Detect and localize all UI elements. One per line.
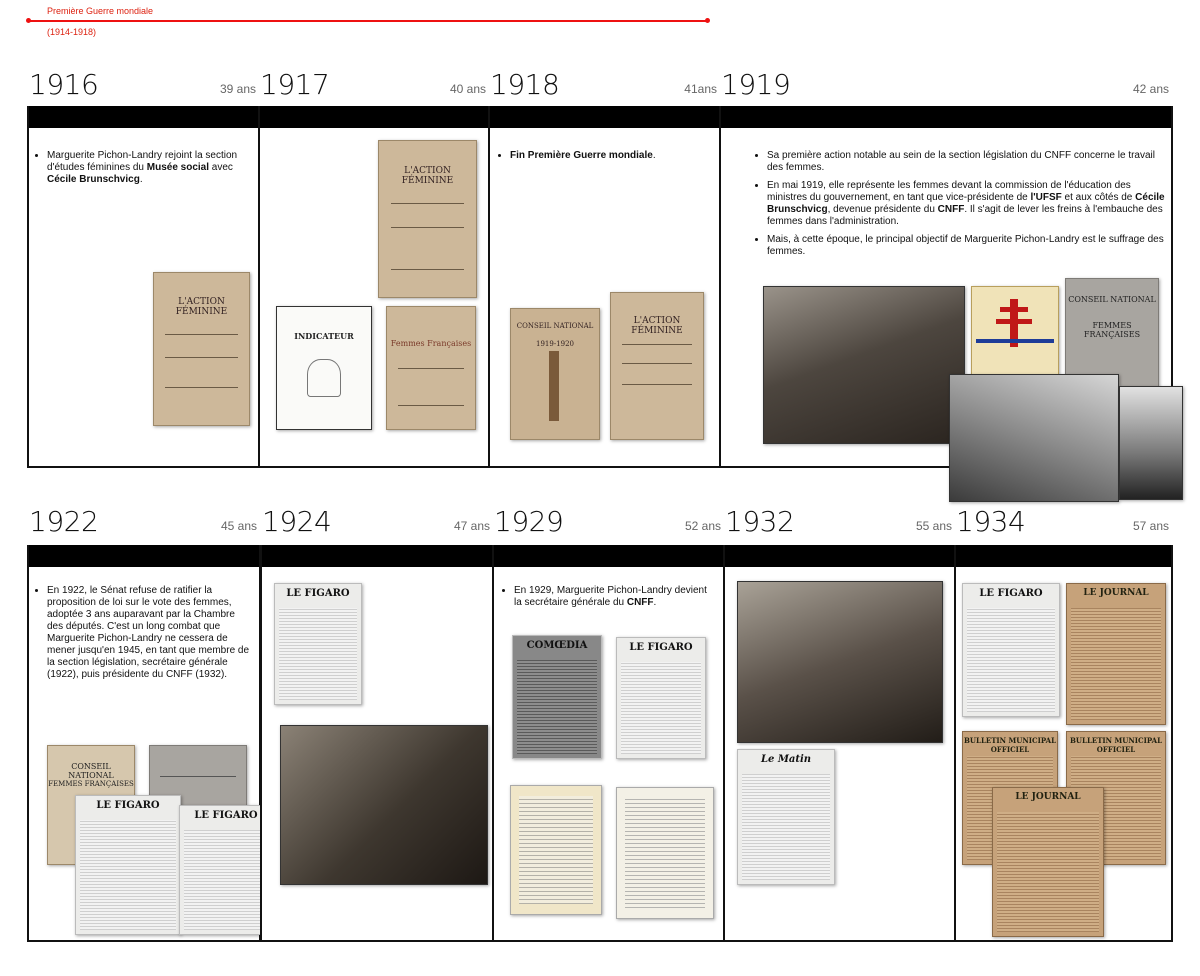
typed-document-1929-a <box>510 785 602 915</box>
year-1932: 1932 <box>725 505 795 538</box>
war-timeline-line <box>28 20 708 22</box>
masthead: COMŒDIA <box>526 640 588 651</box>
indicateur-cover <box>276 306 372 430</box>
masthead: LE JOURNAL <box>1083 588 1149 598</box>
panel-header-bar <box>260 106 488 128</box>
cover-subtitle: FEMMES FRANÇAISES <box>1083 321 1141 339</box>
bullet-1922: • En 1922, le Sénat refuse de ratifier la proposition de loi sur le vote des femmes, adoptée 3 ans auparavant par la Chambre des députés. C'est un long combat que Marguerite Pichon-Landry ne cessera de mener jusqu'en 1945, en tant que membre de la section législation, secrétaire générale (1922), puis présidente du CNFF (1932). <box>47 585 251 681</box>
panel-header-bar <box>494 545 723 567</box>
recueil-femmes-francaises-cover <box>386 306 476 430</box>
text-1916 <box>33 150 245 192</box>
age-1932: 55 ans <box>915 519 952 533</box>
action-feminine-1917-cover <box>378 140 477 298</box>
column-1919 <box>719 68 1173 468</box>
year-1924: 1924 <box>262 505 332 538</box>
masthead: LE FIGARO <box>286 588 350 599</box>
action-feminine-1916-cover <box>153 272 250 426</box>
le-figaro-1922-b <box>179 805 273 935</box>
comoedia-1929 <box>512 635 602 759</box>
masthead: LE FIGARO <box>979 588 1043 599</box>
age-1916: 39 ans <box>219 82 256 96</box>
masthead: BULLETIN MUNICIPAL OFFICIEL <box>1070 736 1162 754</box>
masthead: Le Matin <box>760 754 812 765</box>
cover-subtitle: FEMMES FRANÇAISES <box>48 780 134 788</box>
le-figaro-1922-a <box>75 795 181 935</box>
le-journal-1934-a <box>1066 583 1166 725</box>
cover-title: INDICATEUR <box>294 331 354 341</box>
cover-title: L'ACTION FÉMININE <box>631 316 683 337</box>
column-1917 <box>258 68 490 468</box>
text-1922 <box>33 585 251 687</box>
photo-interior-1924 <box>280 725 488 885</box>
photo-car-1919 <box>1119 386 1183 500</box>
year-1916: 1916 <box>29 68 99 101</box>
photo-street-crowd-1919 <box>949 374 1119 502</box>
typed-document-1929-b <box>616 787 714 919</box>
column-1934 <box>954 505 1173 942</box>
panel-header-bar <box>956 545 1171 567</box>
panel-header-bar <box>29 545 259 567</box>
age-1919: 42 ans <box>1132 82 1169 96</box>
panel-header-bar <box>725 545 954 567</box>
age-1929: 52 ans <box>684 519 721 533</box>
bullet-1916: • Marguerite Pichon-Landry rejoint la section d'études féminines du Musée social avec Cécile Brunschvicg. <box>47 150 245 186</box>
photo-women-group-1919 <box>763 286 965 444</box>
action-feminine-1918-cover <box>610 292 704 440</box>
panel-header-bar <box>262 545 492 567</box>
cover-title: CONSEIL NATIONAL <box>68 762 114 780</box>
war-dates: (1914-1918) <box>47 27 97 37</box>
year-1922: 1922 <box>29 505 99 538</box>
masthead: LE JOURNAL <box>1015 792 1081 802</box>
cover-title: L'ACTION FÉMININE <box>401 165 454 186</box>
year-1929: 1929 <box>494 505 564 538</box>
le-figaro-1934 <box>962 583 1060 717</box>
age-1922: 45 ans <box>220 519 257 533</box>
panel-header-bar <box>721 106 1171 128</box>
year-1917: 1917 <box>260 68 330 101</box>
bullet-1918: • Fin Première Guerre mondiale. <box>510 150 706 162</box>
column-1929 <box>492 505 725 942</box>
masthead: LE FIGARO <box>629 642 693 653</box>
masthead: LE FIGARO <box>194 810 258 821</box>
bullet-1929: • En 1929, Marguerite Pichon-Landry devient la secrétaire générale du CNFF. <box>514 585 712 609</box>
le-figaro-1924 <box>274 583 362 705</box>
le-figaro-1929 <box>616 637 706 759</box>
age-1918: 41ans <box>684 82 717 96</box>
bullet-1919-2: • En mai 1919, elle représente les femmes devant la commission de l'éducation des ministres du gouvernement, en tant que vice-présidente de l'UFSF et aux côtés de Cécile Brunschvicg, devenue présidente du CNFF. Il s'agit de lever les freins à l'embauche des femmes dans l'administration. <box>767 180 1167 228</box>
photo-banquet-1932 <box>737 581 943 743</box>
column-1922 <box>27 505 261 942</box>
year-1918: 1918 <box>490 68 560 101</box>
le-matin-1932 <box>737 749 835 885</box>
panel-header-bar <box>29 106 258 128</box>
year-1934: 1934 <box>956 505 1026 538</box>
bullet-1919-3: • Mais, à cette époque, le principal objectif de Marguerite Pichon-Landry est le suffrage des femmes. <box>767 234 1167 258</box>
masthead: BULLETIN MUNICIPAL OFFICIEL <box>964 736 1056 754</box>
age-1924: 47 ans <box>453 519 490 533</box>
column-1916 <box>27 68 260 468</box>
column-1932 <box>723 505 956 942</box>
age-1917: 40 ans <box>449 82 486 96</box>
text-1929 <box>500 585 712 615</box>
column-1924 <box>260 505 494 942</box>
masthead: LE FIGARO <box>96 800 160 811</box>
text-1918 <box>496 150 706 168</box>
cover-title: Femmes Françaises <box>390 338 472 348</box>
cover-title: L'ACTION FÉMININE <box>175 297 228 318</box>
panel-header-bar <box>490 106 719 128</box>
bullet-1919-1: • Sa première action notable au sein de la section législation du CNFF concerne le travail des femmes. <box>767 150 1167 174</box>
text-1919 <box>753 150 1167 264</box>
le-journal-1934-b <box>992 787 1104 937</box>
cover-title: CONSEIL NATIONAL <box>1068 295 1156 304</box>
cover-title: CONSEIL NATIONAL <box>516 322 594 330</box>
cover-years: 1919-1920 <box>536 340 574 349</box>
year-1919: 1919 <box>721 68 791 101</box>
age-1934: 57 ans <box>1132 519 1169 533</box>
conseil-national-1919-1920-cover <box>510 308 600 440</box>
war-name: Première Guerre mondiale <box>47 6 154 16</box>
column-1918 <box>488 68 721 468</box>
